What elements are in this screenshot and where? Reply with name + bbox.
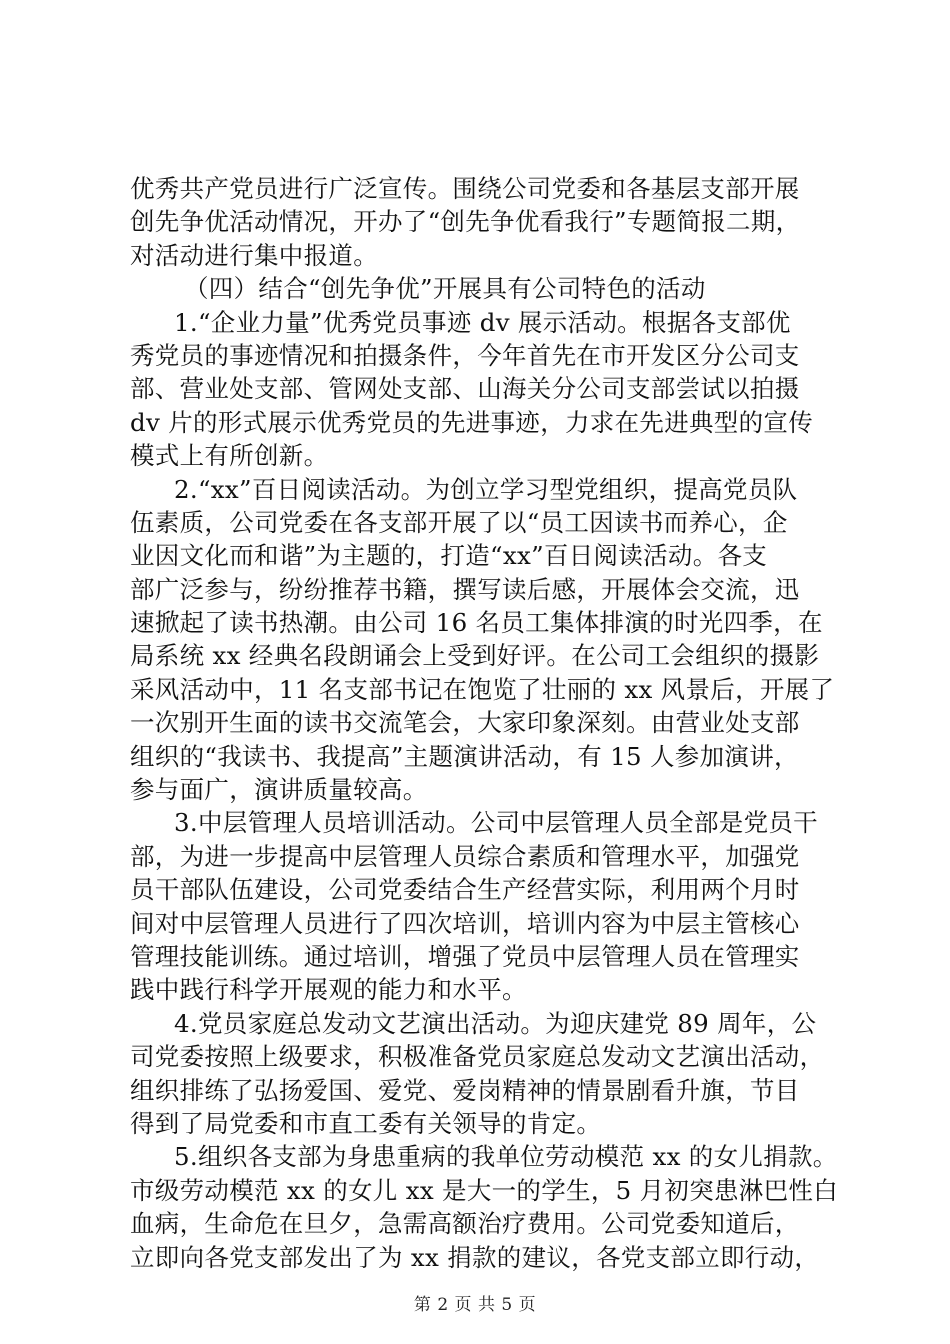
text-line: 部、营业处支部、管网处支部、山海关分公司支部尝试以拍摄: [130, 374, 800, 404]
page-number-footer: 第 2 页 共 5 页: [413, 1295, 537, 1315]
paragraph-start-line: 2.“xx”百日阅读活动。为创立学习型党组织，提高党员队: [174, 474, 798, 504]
text-line: 部广泛参与，纷纷推荐书籍，撰写读后感，开展体会交流，迅: [130, 574, 800, 604]
text-line: 一次别开生面的读书交流笔会，大家印象深刻。由营业处支部: [130, 708, 800, 738]
text-line: 立即向各党支部发出了为 xx 捐款的建议，各党支部立即行动，: [130, 1242, 820, 1272]
text-line: 优秀共产党员进行广泛宣传。围绕公司党委和各基层支部开展: [130, 174, 800, 203]
text-line: 市级劳动模范 xx 的女儿 xx 是大一的学生，5 月初突患淋巴性白: [130, 1175, 838, 1205]
text-line: 部，为进一步提高中层管理人员综合素质和管理水平，加强党: [130, 841, 800, 871]
text-line: 采风活动中，11 名支部书记在饱览了壮丽的 xx 风景后，开展了: [130, 674, 835, 704]
paragraph-start-line: 5.组织各支部为身患重病的我单位劳动模范 xx 的女儿捐款。: [174, 1142, 838, 1172]
text-line: 践中践行科学开展观的能力和水平。: [130, 975, 527, 1005]
text-line: 间对中层管理人员进行了四次培训，培训内容为中层主管核心: [130, 908, 800, 938]
paragraph-start-line: 3.中层管理人员培训活动。公司中层管理人员全部是党员干: [174, 808, 818, 838]
text-line: 组织排练了弘扬爱国、爱党、爱岗精神的情景剧看升旗，节目: [130, 1075, 800, 1105]
text-line: 创先争优活动情况，开办了“创先争优看我行”专题简报二期，: [130, 207, 801, 237]
text-line: 业因文化而和谐”为主题的，打造“xx”百日阅读活动。各支: [130, 541, 768, 571]
text-line: 血病，生命危在旦夕，急需高额治疗费用。公司党委知道后，: [130, 1209, 800, 1239]
section-heading: （四）结合“创先争优”开展具有公司特色的活动: [184, 274, 706, 304]
text-line: 对活动进行集中报道。: [130, 240, 378, 270]
text-line: 模式上有所创新。: [130, 441, 329, 471]
text-line: 司党委按照上级要求，积极准备党员家庭总发动文艺演出活动，: [130, 1042, 825, 1072]
document-body: [130, 172, 838, 1274]
text-line: 秀党员的事迹情况和拍摄条件，今年首先在市开发区分公司支: [130, 340, 800, 370]
text-line: 组织的“我读书、我提高”主题演讲活动，有 15 人参加演讲，: [130, 741, 799, 771]
text-line: 速掀起了读书热潮。由公司 16 名员工集体排演的时光四季，在: [130, 608, 823, 638]
text-line: dv 片的形式展示优秀党员的先进事迹，力求在先进典型的宣传: [130, 407, 814, 437]
text-line: 参与面广，演讲质量较高。: [130, 775, 428, 805]
paragraph-start-line: 1.“企业力量”优秀党员事迹 dv 展示活动。根据各支部优: [174, 307, 791, 337]
text-line: 局系统 xx 经典名段朗诵会上受到好评。在公司工会组织的摄影: [130, 641, 820, 671]
text-line: 员干部队伍建设，公司党委结合生产经营实际，利用两个月时: [130, 875, 800, 905]
text-line: 管理技能训练。通过培训，增强了党员中层管理人员在管理实: [130, 941, 800, 971]
text-line: 得到了局党委和市直工委有关领导的肯定。: [130, 1108, 602, 1138]
text-line: 伍素质，公司党委在各支部开展了以“员工因读书而养心，企: [130, 507, 788, 537]
paragraph-start-line: 4.党员家庭总发动文艺演出活动。为迎庆建党 89 周年，公: [174, 1008, 817, 1038]
